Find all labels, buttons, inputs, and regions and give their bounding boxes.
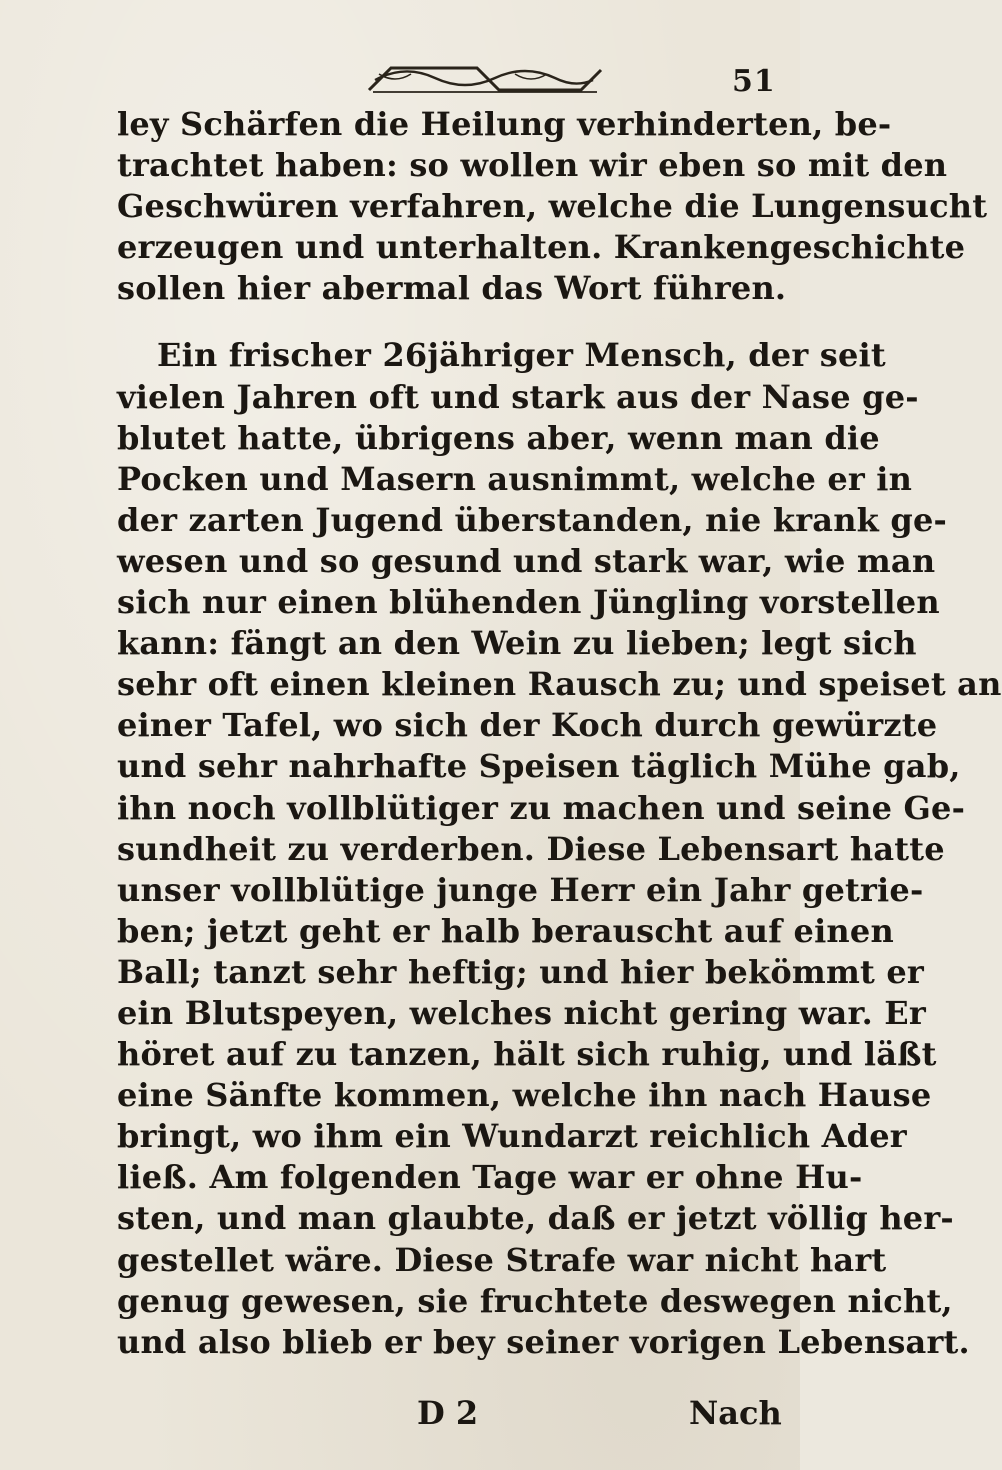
main-text: [117, 104, 1002, 1363]
text-line: genug gewesen, sie fruchtete deswegen nicht,: [117, 1281, 953, 1320]
text-line: Geschwüren verfahren, welche die Lungensucht: [117, 187, 988, 226]
header-ornament: [365, 62, 605, 96]
text-line: ben; jetzt geht er halb berauscht auf einen: [117, 911, 894, 950]
text-line: sehr oft einen kleinen Rausch zu; und speiset an: [117, 665, 1002, 704]
text-line: sundheit zu verderben. Diese Lebensart hatte: [117, 829, 945, 868]
text-line: ley Schärfen die Heilung verhinderten, be-: [117, 105, 892, 143]
text-line: und sehr nahrhafte Speisen täglich Mühe gab,: [117, 747, 961, 786]
text-line: sten, und man glaubte, daß er jetzt völlig her-: [117, 1199, 954, 1238]
text-line: eine Sänfte kommen, welche ihn nach Hause: [117, 1076, 932, 1115]
text-line: Pocken und Masern ausnimmt, welche er in: [117, 459, 913, 498]
text-line: Ball; tanzt sehr heftig; und hier bekömmt er: [117, 952, 924, 991]
text-line: unser vollblütige junge Herr ein Jahr getrie-: [117, 870, 924, 909]
page-footer: [117, 1392, 782, 1434]
text-line: erzeugen und unterhalten. Krankengeschichte: [117, 228, 966, 267]
text-line: gestellet wäre. Diese Strafe war nicht hart: [117, 1240, 887, 1279]
page-number: 51: [732, 64, 776, 99]
text-line: blutet hatte, übrigens aber, wenn man die: [117, 418, 880, 457]
text-line: sich nur einen blühenden Jüngling vorstellen: [117, 583, 940, 622]
text-line: ließ. Am folgenden Tage war er ohne Hu-: [117, 1158, 863, 1197]
text-line: vielen Jahren oft und stark aus der Nase ge-: [117, 377, 919, 416]
text-line: Ein frischer 26jähriger Mensch, der seit: [157, 336, 886, 375]
text-line: ihn noch vollblütiger zu machen und seine Ge-: [117, 788, 966, 827]
text-line: sollen hier abermal das Wort führen.: [117, 269, 787, 308]
text-line: der zarten Jugend überstanden, nie krank ge-: [117, 500, 947, 539]
text-line: einer Tafel, wo sich der Koch durch gewürzte: [117, 706, 938, 745]
text-line: ein Blutspeyen, welches nicht gering war. Er: [117, 993, 926, 1032]
signature-mark: D 2: [417, 1394, 479, 1432]
text-line: bringt, wo ihm ein Wundarzt reichlich Ader: [117, 1117, 907, 1156]
text-line: wesen und so gesund und stark war, wie man: [117, 541, 936, 580]
text-line: und also blieb er bey seiner vorigen Lebensart.: [117, 1322, 970, 1361]
catchword: Nach: [689, 1394, 782, 1432]
text-line: höret auf zu tanzen, hält sich ruhig, und läßt: [117, 1035, 937, 1074]
text-line: kann: fängt an den Wein zu lieben; legt sich: [117, 624, 917, 663]
text-line: trachtet haben: so wollen wir eben so mit den: [117, 146, 948, 185]
